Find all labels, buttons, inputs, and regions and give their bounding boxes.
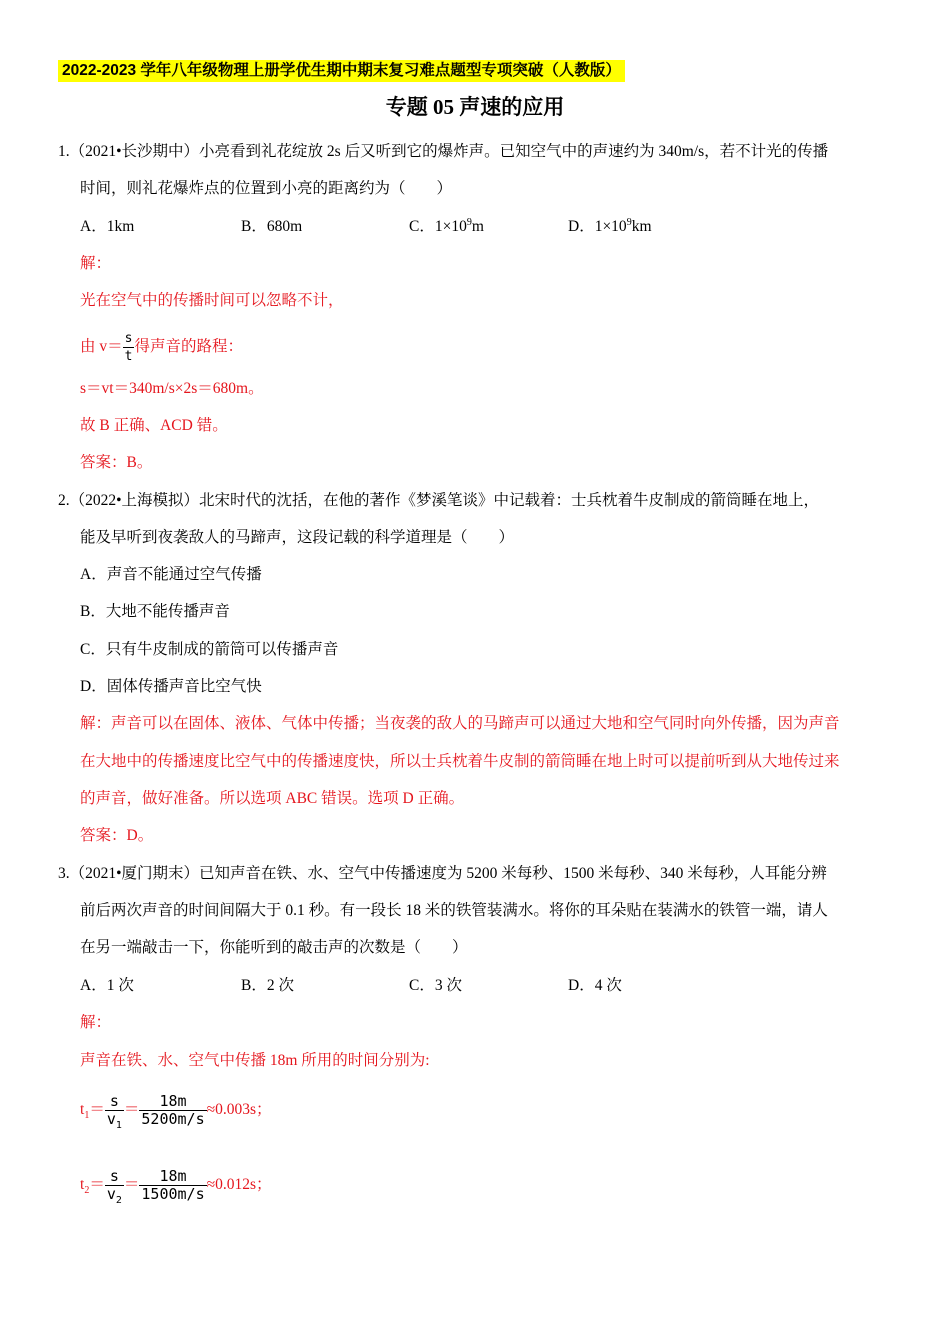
fraction-18m-over-5200: $\frac{18m}{5200m/s}$ <box>141 1092 205 1128</box>
q2-solution-line2: 在大地中的传播速度比空气中的传播速度快，所以士兵枕着牛皮制的箭筒睡在地上时可以提前听到从大地传过来 <box>80 753 840 770</box>
q1-solution-label: 解： <box>80 255 112 272</box>
series-banner: 2022-2023 学年八年级物理上册学优生期中期末复习难点题型专项突破（人教版） <box>58 60 625 82</box>
page-title: 专题 05 声速的应用 <box>385 95 565 119</box>
fraction-18m-over-1500: $\frac{18m}{1500m/s}$ <box>141 1167 205 1203</box>
q3-option-d: D．4 次 <box>568 977 622 994</box>
q2-answer: 答案：D。 <box>80 827 154 844</box>
q3-option-a: A．1 次 <box>80 977 134 994</box>
q2-option-a: A．声音不能通过空气传播 <box>80 566 262 583</box>
q2-solution-line1: 解：声音可以在固体、液体、气体中传播；当夜袭的敌人的马蹄声可以通过大地和空气同时向外传播，因为声音 <box>80 715 840 732</box>
q3-option-c: C．3 次 <box>409 977 462 994</box>
q3-solution-label: 解： <box>80 1014 112 1031</box>
q3-stem-line3: 在另一端敲击一下，你能听到的敲击声的次数是（ ） <box>80 939 468 956</box>
q1-answer: 答案：B。 <box>80 454 153 471</box>
q1-solution-line3: s＝vt＝340m/s×2s＝680m。 <box>80 380 264 397</box>
fraction-s-over-v1: $\frac{s}{v_1}$ <box>106 1092 122 1131</box>
q1-solution-line4: 故 B 正确、ACD 错。 <box>80 417 228 434</box>
q3-stem-line1: 3.（2021•厦门期末）已知声音在铁、水、空气中传播速度为 5200 米每秒、1500 米每秒、340 米每秒，人耳能分辨 <box>58 865 827 882</box>
fraction-s-over-t: $\frac{s}{t}$ <box>124 331 133 364</box>
q3-formula-t1: $t_1=$ $\frac{s}{v_1}$ ＝ $\frac{18m}{5200m/s}$ ≈0.003s； <box>80 1092 272 1131</box>
q3-formula-t2: $t_2=$ $\frac{s}{v_2}$ ＝ $\frac{18m}{1500m/s}$ ≈0.012s； <box>80 1167 272 1206</box>
q1-stem-line1: 1.（2021•长沙期中）小亮看到礼花绽放 2s 后又听到它的爆炸声。已知空气中的声速约为 340m/s，若不计光的传播 <box>58 143 829 160</box>
q3-solution-line1: 声音在铁、水、空气中传播 18m 所用的时间分别为: <box>80 1052 430 1069</box>
q1-solution-line1: 光在空气中的传播时间可以忽略不计， <box>80 292 344 309</box>
q1-stem-line2: 时间，则礼花爆炸点的位置到小亮的距离约为（ ） <box>80 180 453 197</box>
q2-option-b: B．大地不能传播声音 <box>80 603 230 620</box>
q1-option-a: A．1km <box>80 218 135 235</box>
q2-option-d: D．固体传播声音比空气快 <box>80 678 262 695</box>
q1-option-d: D．$1\times 10^9km$ <box>568 216 652 235</box>
q2-stem-line2: 能及早听到夜袭敌人的马蹄声，这段记载的科学道理是（ ） <box>80 529 515 546</box>
q2-stem-line1: 2.（2022•上海模拟）北宋时代的沈括，在他的著作《梦溪笔谈》中记载着：士兵枕着牛皮制成的箭筒睡在地上， <box>58 492 820 509</box>
q1-option-c: C．$1\times 10^9m$ <box>409 216 484 235</box>
q3-stem-line2: 前后两次声音的时间间隔大于 0.1 秒。有一段长 18 米的铁管装满水。将你的耳朵贴在装满水的铁管一端，请人 <box>80 902 828 919</box>
q3-option-b: B．2 次 <box>241 977 294 994</box>
q1-option-b: B．680m <box>241 218 303 235</box>
fraction-s-over-v2: $\frac{s}{v_2}$ <box>106 1167 122 1206</box>
q1-solution-formula: 由 v＝ $\frac{s}{t}$ 得声音的路程： <box>80 331 243 364</box>
q2-solution-line3: 的声音，做好准备。所以选项 ABC 错误。选项 D 正确。 <box>80 790 465 807</box>
q2-option-c: C．只有牛皮制成的箭筒可以传播声音 <box>80 641 339 658</box>
